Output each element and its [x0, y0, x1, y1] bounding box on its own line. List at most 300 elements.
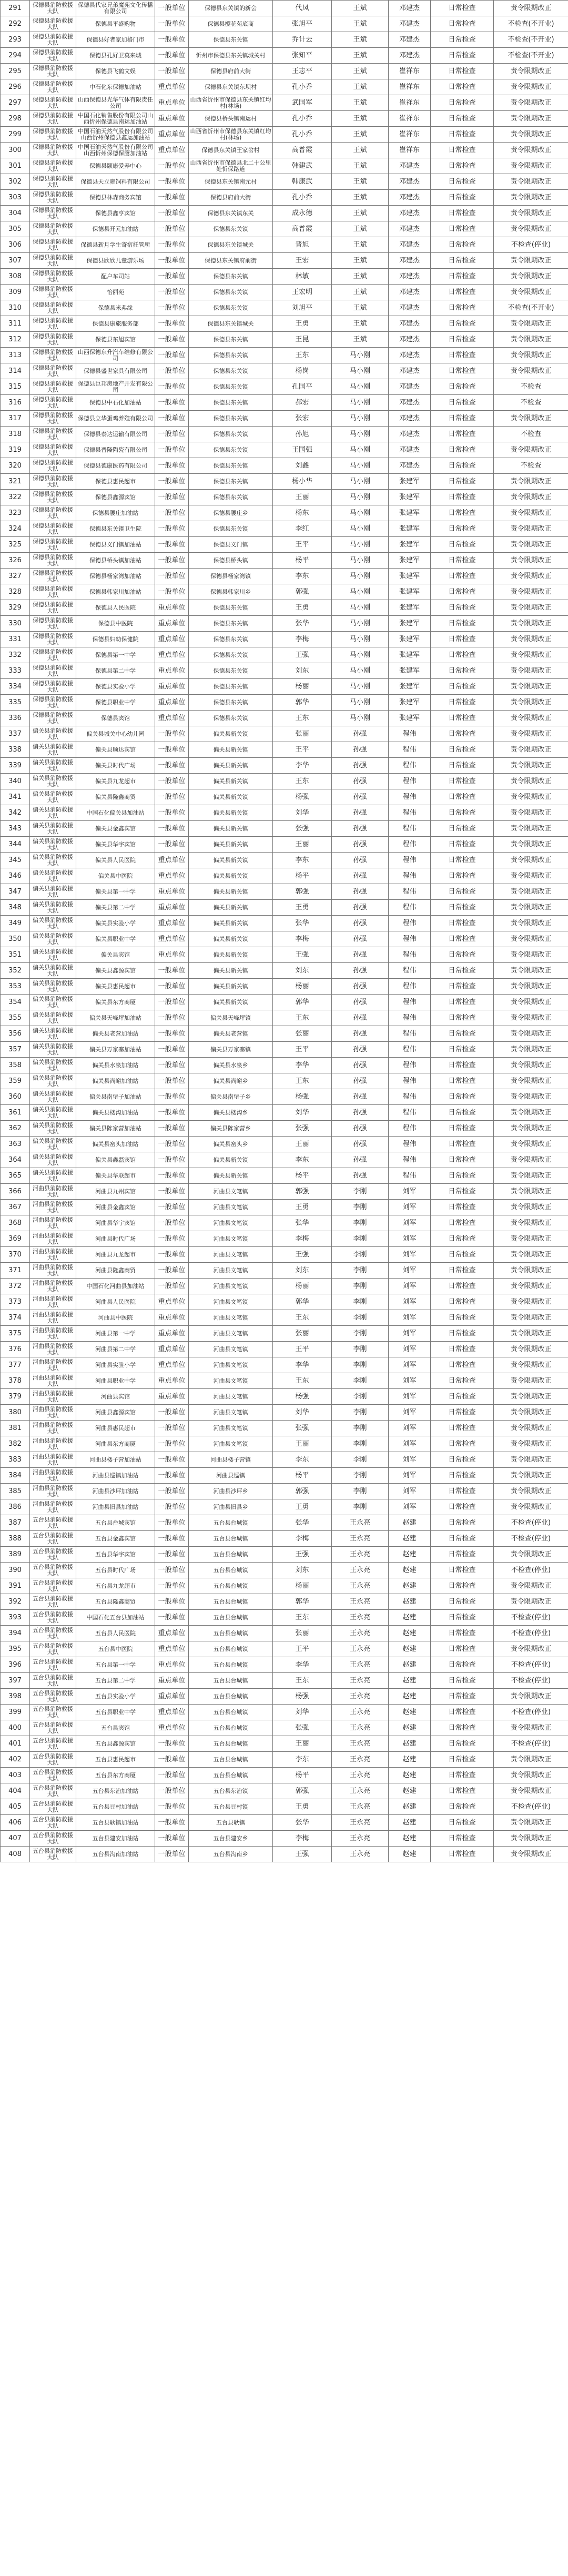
inspection-type-cell: 日常检查 [431, 695, 494, 711]
table-row [1, 411, 568, 427]
brigade-cell: 五台县消防救援大队 [30, 1641, 76, 1657]
inspection-type-cell: 日常检查 [431, 821, 494, 837]
unit-type-cell: 重点单位 [155, 1310, 189, 1326]
inspector-cell: 孙强 [332, 1073, 389, 1089]
inspection-type-cell: 日常检查 [431, 1515, 494, 1531]
row-number-cell: 386 [1, 1499, 30, 1515]
unit-name-cell: 中国石化销售股份有限公司山西忻州保德县南运加油站 [76, 111, 155, 127]
inspector-cell: 马小刚 [332, 474, 389, 490]
address-cell: 河曲县文笔镇 [189, 1342, 273, 1357]
brigade-cell: 保德县消防救援大队 [30, 64, 76, 79]
inspection-type-cell: 日常检查 [431, 16, 494, 32]
unit-type-cell: 一般单位 [155, 1799, 189, 1815]
unit-type-cell: 重点单位 [155, 647, 189, 663]
supervisor-cell: 赵建 [389, 1783, 431, 1799]
inspection-type-cell: 日常检查 [431, 1720, 494, 1736]
brigade-cell: 偏关县消防救援大队 [30, 1121, 76, 1137]
result-cell: 责令限期改正 [494, 600, 568, 616]
inspector-cell: 李刚 [332, 1373, 389, 1389]
brigade-cell: 偏关县消防救援大队 [30, 931, 76, 947]
unit-type-cell: 一般单位 [155, 1515, 189, 1531]
supervisor-cell: 刘军 [389, 1373, 431, 1389]
table-row [1, 442, 568, 458]
result-cell: 责令限期改正 [494, 474, 568, 490]
supervisor-cell: 邓建杰 [389, 300, 431, 316]
row-number-cell: 309 [1, 285, 30, 300]
unit-type-cell: 一般单位 [155, 1184, 189, 1200]
result-cell: 责令限期改正 [494, 868, 568, 884]
address-cell: 保德县桥头镇 [189, 553, 273, 569]
inspector-cell: 李刚 [332, 1326, 389, 1342]
inspector-cell: 李刚 [332, 1263, 389, 1279]
legal-person-cell: 王丽 [273, 1436, 332, 1452]
inspector-cell: 孙强 [332, 979, 389, 995]
unit-name-cell: 保德县人民医院 [76, 600, 155, 616]
row-number-cell: 344 [1, 837, 30, 853]
inspector-cell: 王永亮 [332, 1752, 389, 1768]
legal-person-cell: 孔小乔 [273, 111, 332, 127]
inspection-type-cell: 日常检查 [431, 1499, 494, 1515]
result-cell: 责令限期改正 [494, 1073, 568, 1089]
result-cell: 责令限期改正 [494, 1279, 568, 1294]
row-number-cell: 343 [1, 821, 30, 837]
inspection-type-cell: 日常检查 [431, 537, 494, 553]
inspection-type-cell: 日常检查 [431, 1705, 494, 1720]
row-number-cell: 341 [1, 789, 30, 805]
brigade-cell: 保德县消防救援大队 [30, 395, 76, 411]
unit-name-cell: 五台县人民医院 [76, 1626, 155, 1641]
supervisor-cell: 赵建 [389, 1736, 431, 1752]
supervisor-cell: 张建军 [389, 569, 431, 584]
inspection-type-cell: 日常检查 [431, 868, 494, 884]
unit-name-cell: 保德县飞鹤文娱 [76, 64, 155, 79]
inspection-type-cell: 日常检查 [431, 1263, 494, 1279]
supervisor-cell: 赵建 [389, 1705, 431, 1720]
address-cell: 五台县建安乡 [189, 1831, 273, 1847]
supervisor-cell: 邓建杰 [389, 206, 431, 221]
brigade-cell: 五台县消防救援大队 [30, 1626, 76, 1641]
table-row [1, 64, 568, 79]
inspector-cell: 孙强 [332, 916, 389, 931]
unit-name-cell: 偏关县鑫磊宾馆 [76, 1152, 155, 1168]
brigade-cell: 偏关县消防救援大队 [30, 1137, 76, 1152]
address-cell: 五台县台城镇 [189, 1515, 273, 1531]
inspection-type-cell: 日常检查 [431, 963, 494, 979]
legal-person-cell: 李华 [273, 1058, 332, 1073]
result-cell: 责令限期改正 [494, 1121, 568, 1137]
row-number-cell: 315 [1, 379, 30, 395]
inspection-type-cell: 日常检查 [431, 1405, 494, 1421]
result-cell: 责令限期改正 [494, 1263, 568, 1279]
inspector-cell: 李刚 [332, 1405, 389, 1421]
address-cell: 保德县东关镇 [189, 285, 273, 300]
brigade-cell: 保德县消防救援大队 [30, 474, 76, 490]
unit-name-cell: 保德县东旭宾馆 [76, 332, 155, 348]
supervisor-cell: 程伟 [389, 821, 431, 837]
row-number-cell: 363 [1, 1137, 30, 1152]
address-cell: 偏关县新关镇 [189, 726, 273, 742]
result-cell: 责令限期改正 [494, 979, 568, 995]
legal-person-cell: 杨平 [273, 553, 332, 569]
brigade-cell: 河曲县消防救援大队 [30, 1294, 76, 1310]
unit-type-cell: 一般单位 [155, 379, 189, 395]
row-number-cell: 328 [1, 584, 30, 600]
row-number-cell: 312 [1, 332, 30, 348]
address-cell: 五台县耿镇 [189, 1815, 273, 1831]
unit-name-cell: 河曲县沙坪加油站 [76, 1484, 155, 1499]
result-cell: 责令限期改正 [494, 269, 568, 285]
inspection-type-cell: 日常检查 [431, 931, 494, 947]
unit-type-cell: 一般单位 [155, 300, 189, 316]
result-cell: 责令限期改正 [494, 647, 568, 663]
address-cell: 河曲县文笔镇 [189, 1389, 273, 1405]
table-row [1, 1499, 568, 1515]
unit-type-cell: 一般单位 [155, 1421, 189, 1436]
unit-type-cell: 一般单位 [155, 1152, 189, 1168]
address-cell: 保德县东关镇的新会 [189, 1, 273, 16]
address-cell: 五台县台城镇 [189, 1736, 273, 1752]
table-row [1, 979, 568, 995]
legal-person-cell: 李东 [273, 569, 332, 584]
row-number-cell: 313 [1, 348, 30, 363]
inspection-type-cell: 日常检查 [431, 758, 494, 774]
result-cell: 责令限期改正 [494, 521, 568, 537]
inspection-type-cell: 日常检查 [431, 285, 494, 300]
unit-name-cell: 五台县耿镇加油站 [76, 1815, 155, 1831]
unit-name-cell: 河曲县职业中学 [76, 1373, 155, 1389]
supervisor-cell: 刘军 [389, 1499, 431, 1515]
unit-name-cell: 保德县林森商务宾馆 [76, 190, 155, 206]
address-cell: 山西省忻州市保德县北二十公里处忻保路道 [189, 158, 273, 174]
address-cell: 保德县杨家湾镇 [189, 569, 273, 584]
table-row [1, 79, 568, 95]
result-cell: 责令限期改正 [494, 1578, 568, 1594]
table-row [1, 1105, 568, 1121]
supervisor-cell: 张建军 [389, 584, 431, 600]
brigade-cell: 偏关县消防救援大队 [30, 805, 76, 821]
result-cell: 责令限期改正 [494, 1294, 568, 1310]
inspector-cell: 王永亮 [332, 1594, 389, 1610]
unit-name-cell: 河曲县九州宾馆 [76, 1184, 155, 1200]
table-row [1, 190, 568, 206]
legal-person-cell: 王东 [273, 1310, 332, 1326]
brigade-cell: 偏关县消防救援大队 [30, 916, 76, 931]
supervisor-cell: 刘军 [389, 1421, 431, 1436]
legal-person-cell: 高普霞 [273, 221, 332, 237]
result-cell: 责令限期改正 [494, 174, 568, 190]
inspection-type-cell: 日常检查 [431, 1563, 494, 1578]
inspection-type-cell: 日常检查 [431, 1752, 494, 1768]
legal-person-cell: 孔小乔 [273, 79, 332, 95]
legal-person-cell: 刘东 [273, 663, 332, 679]
legal-person-cell: 王平 [273, 1042, 332, 1058]
unit-name-cell: 河曲县楼子营加油站 [76, 1452, 155, 1468]
brigade-cell: 保德县消防救援大队 [30, 711, 76, 726]
table-row [1, 505, 568, 521]
legal-person-cell: 李华 [273, 1357, 332, 1373]
row-number-cell: 325 [1, 537, 30, 553]
table-row [1, 521, 568, 537]
inspection-type-cell: 日常检查 [431, 474, 494, 490]
unit-type-cell: 一般单位 [155, 505, 189, 521]
brigade-cell: 保德县消防救援大队 [30, 600, 76, 616]
unit-name-cell: 保德县巨邦房地产开发有限公司 [76, 379, 155, 395]
inspection-type-cell: 日常检查 [431, 805, 494, 821]
inspector-cell: 李刚 [332, 1499, 389, 1515]
unit-type-cell: 一般单位 [155, 1783, 189, 1799]
result-cell: 责令限期改正 [494, 1310, 568, 1326]
unit-name-cell: 五台县九龙超市 [76, 1578, 155, 1594]
legal-person-cell: 张丽 [273, 1626, 332, 1641]
unit-name-cell: 偏关县鑫源宾馆 [76, 963, 155, 979]
supervisor-cell: 程伟 [389, 1073, 431, 1089]
supervisor-cell: 刘军 [389, 1247, 431, 1263]
legal-person-cell: 郭强 [273, 1783, 332, 1799]
unit-name-cell: 偏关县华联超市 [76, 1168, 155, 1184]
brigade-cell: 保德县消防救援大队 [30, 48, 76, 64]
legal-person-cell: 李红 [273, 521, 332, 537]
unit-type-cell: 一般单位 [155, 1231, 189, 1247]
table-row [1, 900, 568, 916]
supervisor-cell: 赵建 [389, 1610, 431, 1626]
table-row [1, 647, 568, 663]
brigade-cell: 五台县消防救援大队 [30, 1689, 76, 1705]
inspection-type-cell: 日常检查 [431, 1484, 494, 1499]
unit-type-cell: 一般单位 [155, 48, 189, 64]
supervisor-cell: 赵建 [389, 1531, 431, 1547]
result-cell: 责令限期改正 [494, 1231, 568, 1247]
unit-name-cell: 保德县新月学生寄宿托管所 [76, 237, 155, 253]
row-number-cell: 376 [1, 1342, 30, 1357]
row-number-cell: 347 [1, 884, 30, 900]
address-cell: 五台县台城镇 [189, 1768, 273, 1783]
unit-name-cell: 偏关县隆鑫商贸 [76, 789, 155, 805]
unit-name-cell: 保德县颐康爱养中心 [76, 158, 155, 174]
unit-name-cell: 偏关县第一中学 [76, 884, 155, 900]
brigade-cell: 保德县消防救援大队 [30, 411, 76, 427]
row-number-cell: 349 [1, 916, 30, 931]
row-number-cell: 387 [1, 1515, 30, 1531]
inspection-type-cell: 日常检查 [431, 111, 494, 127]
inspection-type-cell: 日常检查 [431, 632, 494, 647]
legal-person-cell: 刘旭平 [273, 300, 332, 316]
result-cell: 责令限期改正 [494, 1215, 568, 1231]
inspection-type-cell: 日常检查 [431, 553, 494, 569]
legal-person-cell: 李华 [273, 1657, 332, 1673]
supervisor-cell: 程伟 [389, 1137, 431, 1152]
legal-person-cell: 张知平 [273, 48, 332, 64]
inspector-cell: 孙强 [332, 868, 389, 884]
unit-name-cell: 河曲县第一中学 [76, 1326, 155, 1342]
supervisor-cell: 赵建 [389, 1831, 431, 1847]
table-row [1, 711, 568, 726]
supervisor-cell: 张建军 [389, 474, 431, 490]
supervisor-cell: 邓建杰 [389, 174, 431, 190]
supervisor-cell: 赵建 [389, 1815, 431, 1831]
table-row [1, 1389, 568, 1405]
row-number-cell: 322 [1, 490, 30, 505]
unit-name-cell: 保德县东关镇卫生院 [76, 521, 155, 537]
result-cell: 责令限期改正 [494, 695, 568, 711]
result-cell: 不检查(停业) [494, 1515, 568, 1531]
table-row [1, 363, 568, 379]
brigade-cell: 河曲县消防救援大队 [30, 1484, 76, 1499]
inspection-type-cell: 日常检查 [431, 1310, 494, 1326]
result-cell: 责令限期改正 [494, 1089, 568, 1105]
legal-person-cell: 王昆 [273, 332, 332, 348]
inspector-cell: 马小刚 [332, 395, 389, 411]
unit-name-cell: 偏关县顺达宾馆 [76, 742, 155, 758]
unit-name-cell: 保德县韩家川加油站 [76, 584, 155, 600]
address-cell: 河曲县文笔镇 [189, 1326, 273, 1342]
row-number-cell: 360 [1, 1089, 30, 1105]
unit-name-cell: 偏关县楼沟加油站 [76, 1105, 155, 1121]
brigade-cell: 保德县消防救援大队 [30, 253, 76, 269]
legal-person-cell: 杨丽 [273, 1578, 332, 1594]
inspector-cell: 王斌 [332, 237, 389, 253]
unit-type-cell: 一般单位 [155, 221, 189, 237]
row-number-cell: 364 [1, 1152, 30, 1168]
unit-type-cell: 一般单位 [155, 411, 189, 427]
table-row [1, 16, 568, 32]
unit-type-cell: 一般单位 [155, 1831, 189, 1847]
brigade-cell: 河曲县消防救援大队 [30, 1373, 76, 1389]
table-row [1, 1736, 568, 1752]
inspector-cell: 马小刚 [332, 537, 389, 553]
table-row [1, 127, 568, 143]
inspector-cell: 王斌 [332, 111, 389, 127]
inspection-type-cell: 日常检查 [431, 1452, 494, 1468]
legal-person-cell: 杨丽 [273, 679, 332, 695]
result-cell: 责令限期改正 [494, 679, 568, 695]
unit-name-cell: 偏关县金鑫宾馆 [76, 821, 155, 837]
table-row [1, 1768, 568, 1783]
supervisor-cell: 刘军 [389, 1294, 431, 1310]
address-cell: 保德县东关镇 [189, 474, 273, 490]
brigade-cell: 偏关县消防救援大队 [30, 995, 76, 1010]
legal-person-cell: 杨平 [273, 1768, 332, 1783]
brigade-cell: 偏关县消防救援大队 [30, 758, 76, 774]
unit-name-cell: 五台县时代广场 [76, 1563, 155, 1578]
inspector-cell: 孙强 [332, 1152, 389, 1168]
legal-person-cell: 张强 [273, 1720, 332, 1736]
brigade-cell: 保德县消防救援大队 [30, 616, 76, 632]
result-cell: 责令限期改正 [494, 79, 568, 95]
unit-type-cell: 一般单位 [155, 726, 189, 742]
unit-type-cell: 重点单位 [155, 1373, 189, 1389]
unit-type-cell: 重点单位 [155, 679, 189, 695]
brigade-cell: 五台县消防救援大队 [30, 1705, 76, 1720]
row-number-cell: 357 [1, 1042, 30, 1058]
unit-type-cell: 重点单位 [155, 900, 189, 916]
row-number-cell: 365 [1, 1168, 30, 1184]
supervisor-cell: 赵建 [389, 1752, 431, 1768]
inspection-type-cell: 日常检查 [431, 1026, 494, 1042]
inspector-cell: 孙强 [332, 1042, 389, 1058]
inspection-type-cell: 日常检查 [431, 1, 494, 16]
unit-type-cell: 重点单位 [155, 1342, 189, 1357]
result-cell: 不检查(停业) [494, 1531, 568, 1547]
supervisor-cell: 邓建杰 [389, 442, 431, 458]
unit-type-cell: 重点单位 [155, 1641, 189, 1657]
inspector-cell: 李刚 [332, 1231, 389, 1247]
inspection-type-cell: 日常检查 [431, 174, 494, 190]
inspector-cell: 孙强 [332, 1121, 389, 1137]
table-row [1, 1342, 568, 1357]
legal-person-cell: 王丽 [273, 837, 332, 853]
unit-name-cell: 五台县第二中学 [76, 1673, 155, 1689]
legal-person-cell: 王勇 [273, 1799, 332, 1815]
unit-type-cell: 一般单位 [155, 1, 189, 16]
legal-person-cell: 刘鑫 [273, 458, 332, 474]
brigade-cell: 偏关县消防救援大队 [30, 1073, 76, 1089]
legal-person-cell: 孙旭 [273, 427, 332, 442]
unit-type-cell: 一般单位 [155, 174, 189, 190]
inspection-type-cell: 日常检查 [431, 48, 494, 64]
unit-type-cell: 一般单位 [155, 1736, 189, 1752]
legal-person-cell: 李东 [273, 853, 332, 868]
unit-name-cell: 河曲县旧县加油站 [76, 1499, 155, 1515]
legal-person-cell: 孔小乔 [273, 190, 332, 206]
unit-name-cell: 保德县第一中学 [76, 647, 155, 663]
result-cell: 责令限期改正 [494, 1137, 568, 1152]
inspection-type-cell: 日常检查 [431, 1058, 494, 1073]
legal-person-cell: 王平 [273, 742, 332, 758]
address-cell: 保德县东关镇 [189, 363, 273, 379]
brigade-cell: 河曲县消防救援大队 [30, 1452, 76, 1468]
inspector-cell: 王永亮 [332, 1626, 389, 1641]
row-number-cell: 308 [1, 269, 30, 285]
legal-person-cell: 张丽 [273, 726, 332, 742]
unit-type-cell: 一般单位 [155, 1468, 189, 1484]
table-row [1, 1121, 568, 1137]
row-number-cell: 370 [1, 1247, 30, 1263]
result-cell: 责令限期改正 [494, 206, 568, 221]
inspection-type-cell: 日常检查 [431, 505, 494, 521]
supervisor-cell: 程伟 [389, 995, 431, 1010]
inspection-type-cell: 日常检查 [431, 348, 494, 363]
supervisor-cell: 刘军 [389, 1342, 431, 1357]
supervisor-cell: 邓建杰 [389, 363, 431, 379]
inspector-cell: 孙强 [332, 758, 389, 774]
table-row [1, 726, 568, 742]
legal-person-cell: 孔国平 [273, 379, 332, 395]
supervisor-cell: 程伟 [389, 1121, 431, 1137]
legal-person-cell: 杨丽 [273, 979, 332, 995]
unit-type-cell: 重点单位 [155, 663, 189, 679]
table-row [1, 1294, 568, 1310]
row-number-cell: 361 [1, 1105, 30, 1121]
address-cell: 保德县东关镇 [189, 711, 273, 726]
inspection-type-cell: 日常检查 [431, 1215, 494, 1231]
unit-name-cell: 河曲县华宇宾馆 [76, 1215, 155, 1231]
inspection-type-cell: 日常检查 [431, 458, 494, 474]
result-cell: 责令限期改正 [494, 1768, 568, 1783]
inspection-type-cell: 日常检查 [431, 332, 494, 348]
supervisor-cell: 程伟 [389, 1026, 431, 1042]
address-cell: 保德县樱花苑底商 [189, 16, 273, 32]
supervisor-cell: 张建军 [389, 679, 431, 695]
unit-name-cell: 中国石化偏关县加油站 [76, 805, 155, 821]
inspection-type-cell: 日常检查 [431, 1137, 494, 1152]
table-row [1, 884, 568, 900]
inspection-type-cell: 日常检查 [431, 1736, 494, 1752]
legal-person-cell: 李梅 [273, 632, 332, 647]
result-cell: 责令限期改正 [494, 1168, 568, 1184]
table-row [1, 947, 568, 963]
unit-type-cell: 重点单位 [155, 600, 189, 616]
result-cell: 责令限期改正 [494, 584, 568, 600]
